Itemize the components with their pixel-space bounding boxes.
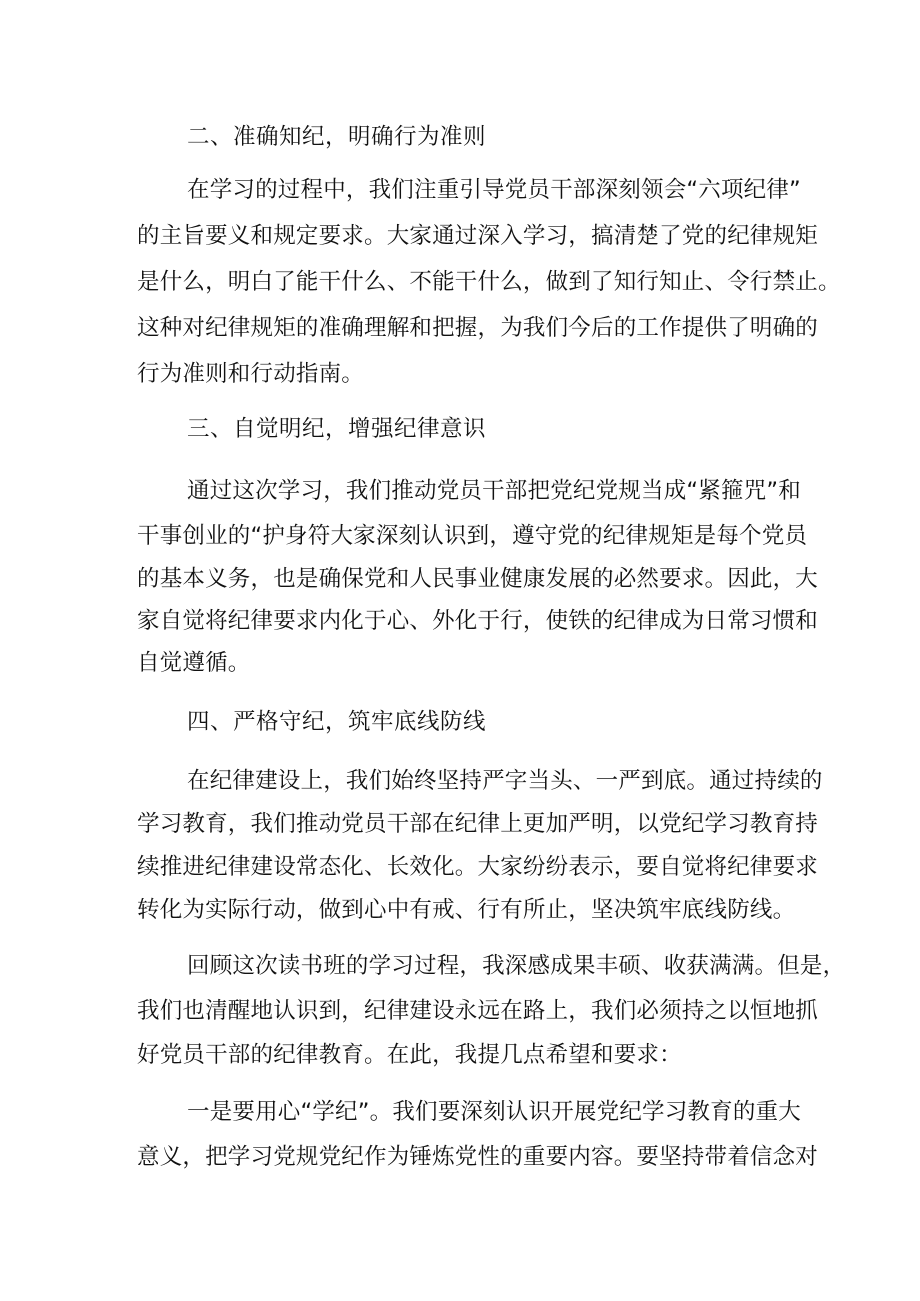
section-2-paragraph-line: 是什么，明白了能干什么、不能干什么，做到了知行知止、令行禁止。: [137, 269, 841, 295]
section-4-paragraph-line: 学习教育，我们推动党员干部在纪律上更加严明，以党纪学习教育持: [137, 811, 819, 837]
section-2-paragraph-line: 在学习的过程中，我们注重引导党员干部深刻领会“六项纪律”: [187, 177, 801, 203]
section-3-paragraph-line: 的基本义务，也是确保党和人民事业健康发展的必然要求。因此，大: [137, 566, 819, 592]
section-3-paragraph-line: 家自觉将纪律要求内化于心、外化于行，使铁的纪律成为日常习惯和: [137, 608, 819, 634]
section-2-heading: 二、准确知纪，明确行为准则: [187, 124, 487, 150]
section-2-paragraph-line: 的主旨要义和规定要求。大家通过深入学习，搞清楚了党的纪律规矩: [137, 223, 819, 249]
review-paragraph-line: 好党员干部的纪律教育。在此，我提几点希望和要求：: [137, 1042, 682, 1068]
requirement-paragraph-line: 意义，把学习党规党纪作为锤炼党性的重要内容。要坚持带着信念对: [137, 1144, 819, 1170]
section-4-paragraph-line: 续推进纪律建设常态化、长效化。大家纷纷表示，要自觉将纪律要求: [137, 854, 819, 880]
section-3-paragraph-line: 自觉遵循。: [137, 650, 251, 676]
requirement-paragraph-line: 一是要用心“学纪”。我们要深刻认识开展党纪学习教育的重大: [187, 1099, 801, 1125]
review-paragraph-line: 我们也清醒地认识到，纪律建设永远在路上，我们必须持之以恒地抓: [137, 998, 819, 1024]
section-4-paragraph-line: 转化为实际行动，做到心中有戒、行有所止，坚决筑牢底线防线。: [137, 897, 796, 923]
section-3-heading: 三、自觉明纪，增强纪律意识: [187, 416, 487, 442]
review-paragraph-line: 回顾这次读书班的学习过程，我深感成果丰硕、收获满满。但是，: [187, 953, 846, 979]
section-2-paragraph-line: 这种对纪律规矩的准确理解和把握，为我们今后的工作提供了明确的: [137, 315, 819, 341]
section-3-paragraph-line: 通过这次学习，我们推动党员干部把党纪党规当成“紧箍咒”和: [187, 478, 801, 504]
section-4-paragraph-line: 在纪律建设上，我们始终坚持严字当头、一严到底。通过持续的: [187, 768, 823, 794]
section-4-heading: 四、严格守纪，筑牢底线防线: [187, 709, 487, 735]
section-2-paragraph-line: 行为准则和行动指南。: [137, 361, 365, 387]
section-3-paragraph-line: 干事创业的“护身符大家深刻认识到，遵守党的纪律规矩是每个党员: [137, 523, 808, 549]
